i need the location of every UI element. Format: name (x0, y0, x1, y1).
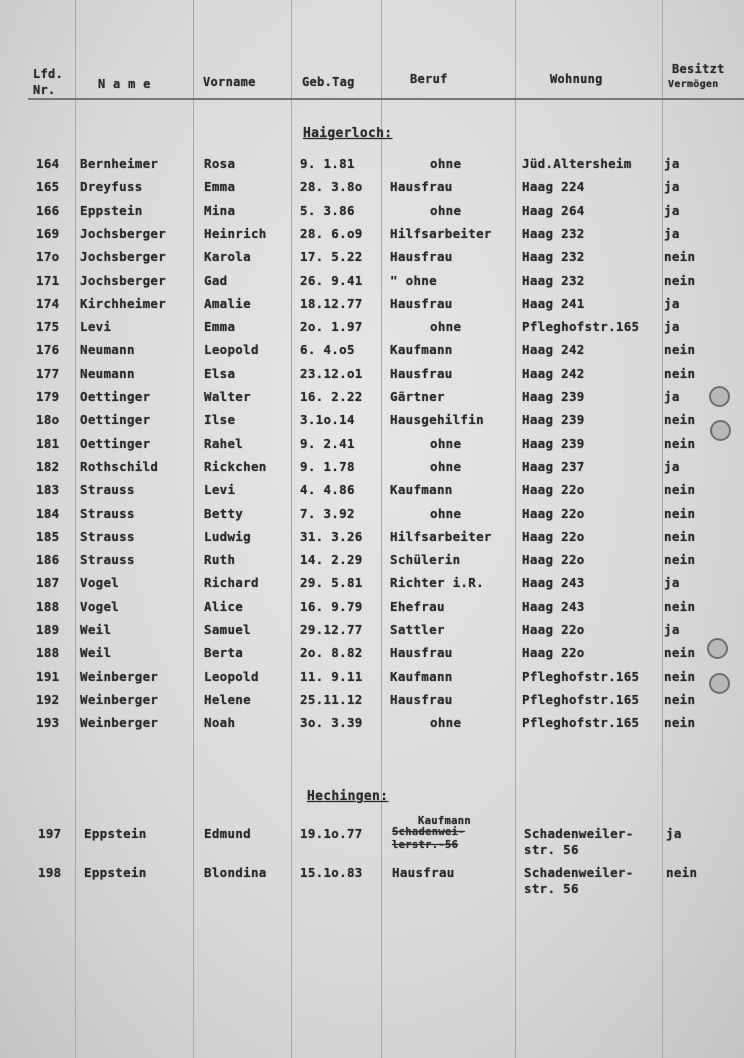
row-besitz: ja (664, 458, 680, 474)
row-vorname: Alice (204, 598, 244, 614)
row-beruf: Hausfrau (390, 645, 453, 661)
row-beruf: ohne (430, 319, 462, 335)
row-besitz: nein (664, 249, 696, 265)
row-wohnung: Haag 239 (522, 389, 585, 404)
row-geb: 9. 1.81 (300, 156, 355, 171)
row-beruf: Schülerin (390, 552, 461, 568)
row-name: Strauss (80, 505, 135, 521)
row-name: Vogel (80, 598, 120, 614)
header-beruf: Beruf (410, 72, 448, 86)
header-nr-line2: Nr. (33, 83, 56, 97)
header-wohnung: Wohnung (550, 72, 603, 86)
row-besitz: nein (664, 505, 696, 521)
row-vorname: Noah (204, 715, 236, 731)
row-geb: 23.12.o1 (300, 365, 363, 381)
row-nr: 189 (36, 622, 60, 637)
row-name: Eppstein (80, 202, 143, 218)
row-wohnung: Haag 22o (522, 505, 585, 521)
row-wohnung: Jüd.Altersheim (522, 156, 632, 171)
row-nr: 176 (36, 342, 60, 358)
row-geb: 31. 3.26 (300, 528, 363, 544)
row-vorname: Karola (204, 249, 251, 265)
punch-hole (709, 673, 730, 694)
row-beruf: Hausfrau (390, 365, 453, 381)
row-vorname: Emma (204, 179, 236, 195)
row-name: Neumann (80, 342, 135, 358)
row-name: Vogel (80, 575, 120, 591)
row-name: Strauss (80, 528, 135, 544)
section-title-hechingen: Hechingen: (307, 789, 389, 804)
row-beruf: Hausfrau (390, 295, 453, 311)
row-wohnung: Haag 264 (522, 202, 585, 218)
row-wohnung: Pfleghofstr.165 (522, 691, 640, 707)
row-vorname: Mina (204, 202, 236, 218)
row-beruf: ohne (430, 715, 462, 731)
row-vorname: Samuel (204, 622, 251, 637)
row-geb: 11. 9.11 (300, 668, 363, 684)
row-geb: 3.1o.14 (300, 412, 355, 428)
row-geb: 4. 4.86 (300, 482, 355, 498)
row-besitz: ja (664, 622, 680, 637)
row-beruf-struck-line1: Schadenwei- (392, 826, 465, 838)
column-rule (75, 0, 76, 1058)
row-wohnung: Haag 242 (522, 365, 585, 381)
column-rule (515, 0, 516, 1058)
row-name: Jochsberger (80, 249, 167, 265)
row-vorname: Helene (204, 691, 251, 707)
row-beruf: ohne (430, 202, 462, 218)
row-name: Strauss (80, 552, 135, 568)
row-nr: 174 (36, 295, 60, 311)
row-nr: 177 (36, 365, 60, 381)
row-nr: 187 (36, 575, 60, 591)
row-wohnung: Pfleghofstr.165 (522, 715, 640, 731)
row-name: Weil (80, 622, 112, 637)
row-beruf: Richter i.R. (390, 575, 484, 591)
punch-hole (707, 638, 728, 659)
row-wohnung: Haag 239 (522, 435, 585, 451)
row-wohnung: Haag 243 (522, 575, 585, 591)
column-rule (193, 0, 194, 1058)
row-vorname: Rosa (204, 156, 236, 171)
row-besitz: nein (664, 412, 696, 428)
row-geb: 16. 2.22 (300, 389, 363, 404)
row-besitz: nein (664, 365, 696, 381)
row-vorname: Leopold (204, 342, 259, 358)
row-beruf: Hausfrau (390, 691, 453, 707)
row-nr: 17o (36, 249, 60, 265)
row-besitz: nein (664, 528, 696, 544)
row-besitz: nein (664, 691, 696, 707)
row-name: Eppstein (84, 865, 147, 880)
row-wohnung: Haag 237 (522, 458, 585, 474)
row-beruf: ohne (430, 156, 462, 171)
row-wohnung: Haag 22o (522, 552, 585, 568)
row-geb: 2o. 8.82 (300, 645, 363, 661)
row-vorname: Elsa (204, 365, 236, 381)
row-beruf: Kaufmann (390, 342, 453, 358)
row-wohnung: Haag 232 (522, 272, 585, 288)
row-nr: 197 (38, 826, 62, 841)
row-beruf: Kaufmann (390, 482, 453, 498)
row-nr: 186 (36, 552, 60, 568)
row-nr: 165 (36, 179, 60, 195)
row-nr: 184 (36, 505, 60, 521)
row-nr: 175 (36, 319, 60, 335)
row-geb: 28. 3.8o (300, 179, 363, 195)
row-name: Jochsberger (80, 225, 167, 241)
row-vorname: Rahel (204, 435, 244, 451)
row-besitz: ja (664, 295, 680, 311)
row-besitz: ja (664, 156, 680, 171)
row-nr: 164 (36, 156, 60, 171)
row-nr: 193 (36, 715, 60, 731)
row-besitz: nein (664, 715, 696, 731)
row-beruf: Kaufmann (390, 668, 453, 684)
column-rule (662, 0, 663, 1058)
row-beruf: Hausgehilfin (390, 412, 484, 428)
row-beruf: ohne (430, 435, 462, 451)
row-besitz: nein (664, 598, 696, 614)
row-geb: 14. 2.29 (300, 552, 363, 568)
row-nr: 192 (36, 691, 60, 707)
row-nr: 191 (36, 668, 60, 684)
row-wohnung: Haag 243 (522, 598, 585, 614)
row-vorname: Richard (204, 575, 259, 591)
row-beruf: Hausfrau (392, 865, 455, 880)
row-nr: 185 (36, 528, 60, 544)
row-wohnung: Pfleghofstr.165 (522, 668, 640, 684)
row-besitz: nein (666, 865, 698, 880)
row-nr: 171 (36, 272, 60, 288)
row-name: Jochsberger (80, 272, 167, 288)
row-beruf: ohne (430, 505, 462, 521)
row-nr: 188 (36, 645, 60, 661)
row-beruf: Sattler (390, 622, 445, 637)
row-geb: 3o. 3.39 (300, 715, 363, 731)
row-name: Oettinger (80, 412, 151, 428)
row-name: Levi (80, 319, 112, 335)
row-vorname: Leopold (204, 668, 259, 684)
row-vorname: Heinrich (204, 225, 267, 241)
row-beruf-struck-line2: lerstr.-56 (392, 839, 459, 851)
row-beruf: ohne (430, 458, 462, 474)
row-vorname: Amalie (204, 295, 251, 311)
row-besitz: nein (664, 552, 696, 568)
row-wohnung: Haag 22o (522, 482, 585, 498)
row-name: Strauss (80, 482, 135, 498)
row-wohnung-line1: Schadenweiler- (524, 865, 634, 880)
row-name: Weil (80, 645, 112, 661)
row-name: Bernheimer (80, 156, 159, 171)
row-wohnung: Haag 241 (522, 295, 585, 311)
row-geb: 15.1o.83 (300, 865, 363, 880)
header-besitz-line1: Besitzt (672, 62, 725, 76)
row-vorname: Betty (204, 505, 244, 521)
section-title-haigerloch: Haigerloch: (303, 126, 393, 141)
row-besitz: ja (664, 202, 680, 218)
row-besitz: nein (664, 342, 696, 358)
row-beruf: Gärtner (390, 389, 445, 404)
row-vorname: Ilse (204, 412, 236, 428)
row-wohnung: Haag 22o (522, 528, 585, 544)
row-name: Dreyfuss (80, 179, 143, 195)
row-nr: 169 (36, 225, 60, 241)
row-geb: 29.12.77 (300, 622, 363, 637)
row-vorname: Levi (204, 482, 236, 498)
row-beruf: Hausfrau (390, 179, 453, 195)
row-geb: 5. 3.86 (300, 202, 355, 218)
header-name: N a m e (98, 77, 151, 91)
row-vorname: Rickchen (204, 458, 267, 474)
row-vorname: Gad (204, 272, 228, 288)
header-besitz-line2: Vermögen (668, 79, 719, 90)
header-geb-tag: Geb.Tag (302, 75, 355, 89)
row-name: Oettinger (80, 389, 151, 404)
row-nr: 182 (36, 458, 60, 474)
row-wohnung-line1: Schadenweiler- (524, 826, 634, 841)
row-geb: 19.1o.77 (300, 826, 363, 841)
row-geb: 9. 2.41 (300, 435, 355, 451)
row-geb: 6. 4.o5 (300, 342, 355, 358)
row-wohnung: Haag 232 (522, 225, 585, 241)
row-beruf: Ehefrau (390, 598, 445, 614)
row-besitz: ja (664, 575, 680, 591)
row-vorname: Blondina (204, 865, 267, 880)
row-nr: 179 (36, 389, 60, 404)
row-besitz: ja (666, 826, 682, 841)
row-geb: 16. 9.79 (300, 598, 363, 614)
header-rule (28, 98, 744, 100)
column-rule (381, 0, 382, 1058)
row-besitz: nein (664, 272, 696, 288)
punch-hole (709, 386, 730, 407)
row-nr: 188 (36, 598, 60, 614)
row-wohnung: Haag 239 (522, 412, 585, 428)
row-wohnung: Haag 232 (522, 249, 585, 265)
row-wohnung: Haag 242 (522, 342, 585, 358)
row-vorname: Ruth (204, 552, 236, 568)
row-wohnung: Pfleghofstr.165 (522, 319, 640, 335)
row-beruf: Hausfrau (390, 249, 453, 265)
row-geb: 2o. 1.97 (300, 319, 363, 335)
row-beruf: " ohne (390, 272, 437, 288)
header-nr-line1: Lfd. (33, 67, 64, 81)
row-nr: 198 (38, 865, 62, 880)
row-besitz: ja (664, 225, 680, 241)
row-name: Neumann (80, 365, 135, 381)
row-geb: 25.11.12 (300, 691, 363, 707)
row-name: Rothschild (80, 458, 159, 474)
row-wohnung: Haag 22o (522, 622, 585, 637)
row-nr: 18o (36, 412, 60, 428)
row-vorname: Emma (204, 319, 236, 335)
row-vorname: Walter (204, 389, 251, 404)
row-name: Weinberger (80, 715, 159, 731)
row-beruf: Hilfsarbeiter (390, 225, 492, 241)
row-geb: 9. 1.78 (300, 458, 355, 474)
row-besitz: nein (664, 645, 696, 661)
row-name: Weinberger (80, 668, 159, 684)
row-name: Oettinger (80, 435, 151, 451)
row-geb: 26. 9.41 (300, 272, 363, 288)
row-besitz: nein (664, 435, 696, 451)
row-wohnung-line2: str. 56 (524, 842, 579, 857)
row-geb: 29. 5.81 (300, 575, 363, 591)
row-name: Kirchheimer (80, 295, 167, 311)
row-geb: 28. 6.o9 (300, 225, 363, 241)
row-besitz: ja (664, 319, 680, 335)
row-beruf: Hilfsarbeiter (390, 528, 492, 544)
row-besitz: nein (664, 668, 696, 684)
row-geb: 18.12.77 (300, 295, 363, 311)
punch-hole (710, 420, 731, 441)
row-nr: 183 (36, 482, 60, 498)
row-besitz: ja (664, 179, 680, 195)
row-vorname: Berta (204, 645, 244, 661)
column-rule (291, 0, 292, 1058)
row-name: Weinberger (80, 691, 159, 707)
row-geb: 7. 3.92 (300, 505, 355, 521)
row-wohnung-line2: str. 56 (524, 881, 579, 896)
row-vorname: Edmund (204, 826, 251, 841)
row-nr: 181 (36, 435, 60, 451)
row-geb: 17. 5.22 (300, 249, 363, 265)
row-wohnung: Haag 224 (522, 179, 585, 195)
row-besitz: ja (664, 389, 680, 404)
row-name: Eppstein (84, 826, 147, 841)
row-vorname: Ludwig (204, 528, 251, 544)
row-nr: 166 (36, 202, 60, 218)
row-wohnung: Haag 22o (522, 645, 585, 661)
header-vorname: Vorname (203, 75, 256, 89)
row-besitz: nein (664, 482, 696, 498)
row-beruf-correction: Kaufmann (418, 815, 471, 827)
